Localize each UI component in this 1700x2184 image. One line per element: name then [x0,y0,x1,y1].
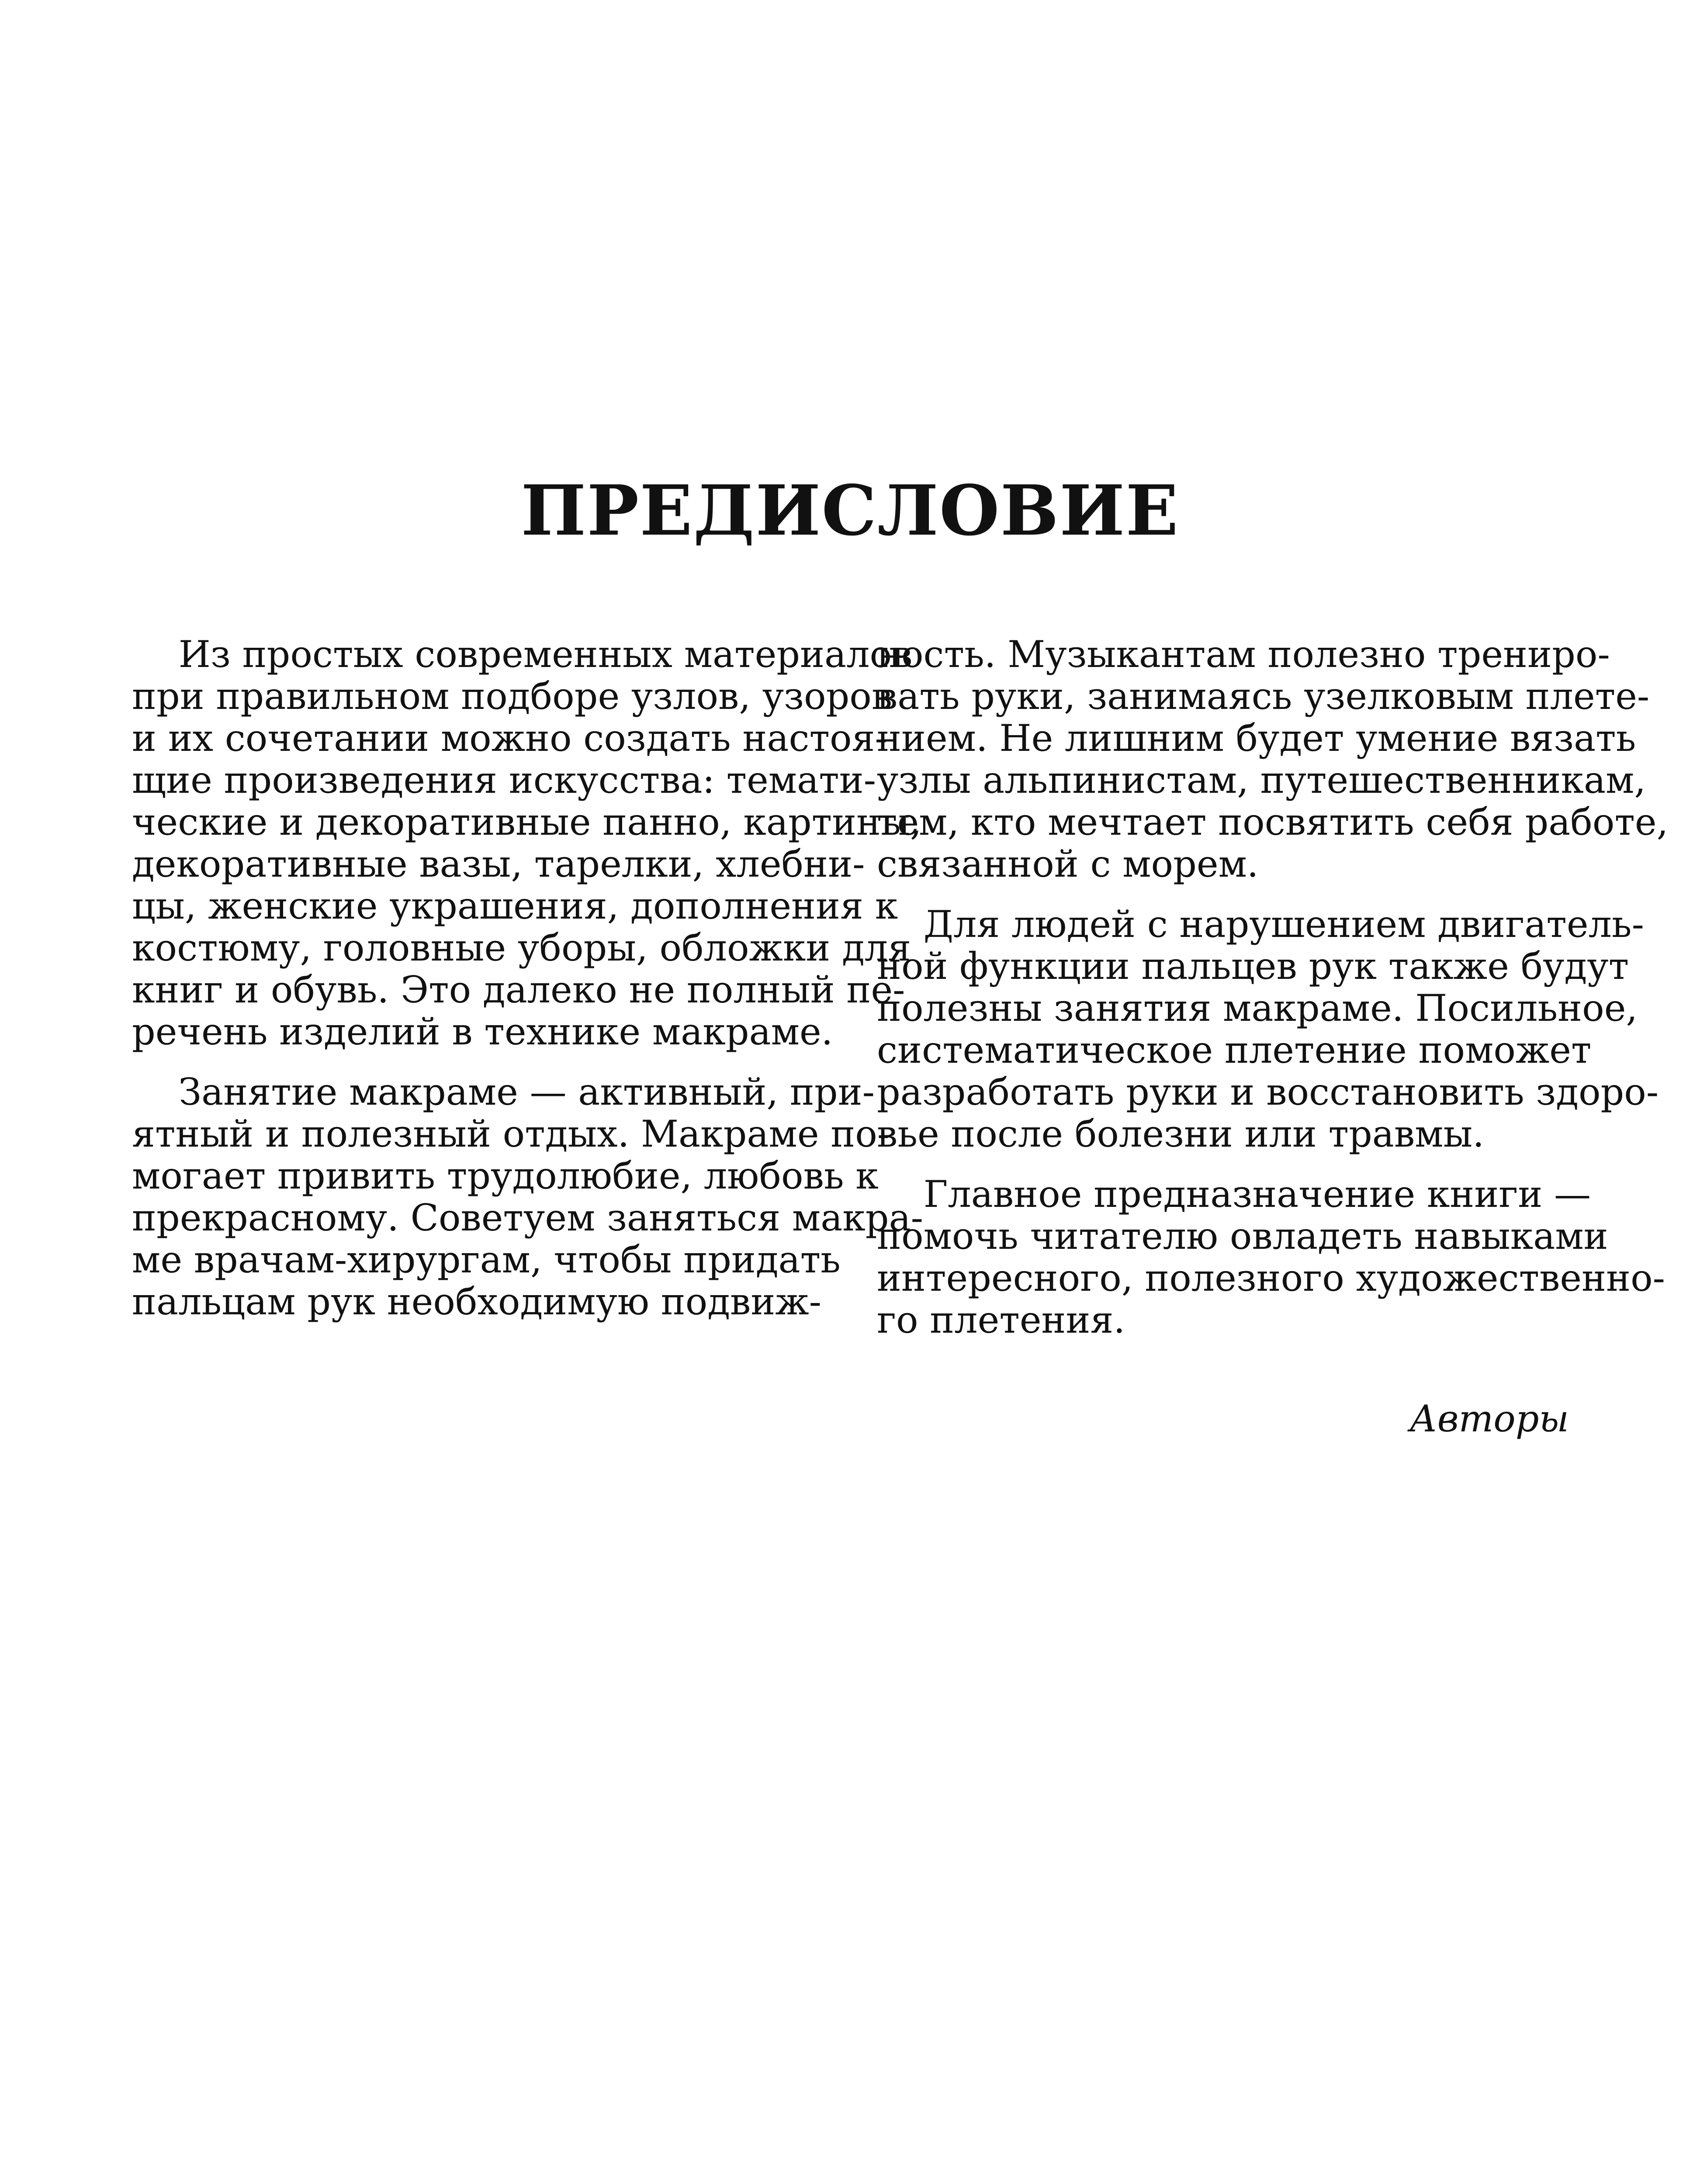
text-line: Из простых современных материалов [132,633,913,676]
right-column [877,633,1669,1341]
text-line: нием. Не лишним будет умение вязать [877,717,1636,760]
text-line: костюму, головные уборы, обложки для [132,926,911,969]
text-line: и их сочетании можно создать настоя- [132,717,887,760]
text-line: вать руки, занимаясь узелковым плете- [877,675,1650,718]
left-column [132,633,924,1323]
text-line: прекрасному. Советуем заняться макра- [132,1196,924,1239]
text-line: могает привить трудолюбие, любовь к [132,1154,879,1197]
text-line: вье после болезни или травмы. [877,1113,1485,1155]
paragraph [132,633,922,1053]
page-title: ПРЕДИСЛОВИЕ [521,470,1179,551]
text-line: Для людей с нарушением двигатель- [877,903,1645,946]
text-line: ность. Музыкантам полезно трениро- [877,633,1610,676]
text-line: ной функции пальцев рук также будут [877,945,1629,988]
text-line: декоративные вазы, тарелки, хлебни- [132,843,865,885]
text-line: систематическое плетение поможет [877,1029,1592,1071]
text-line: разработать руки и восстановить здоро- [877,1071,1659,1113]
text-line: Главное предназначение книги — [877,1173,1591,1216]
text-line: цы, женские украшения, дополнения к [132,885,898,927]
text-line: при правильном подборе узлов, узоров [132,675,893,718]
text-line: книг и обувь. Это далеко не полный пе- [132,968,905,1011]
signature: Авторы [1409,1397,1569,1440]
text-line: интересного, полезного художественно- [877,1257,1665,1299]
text-line: Занятие макраме — активный, при- [132,1071,875,1113]
text-line: тем, кто мечтает посвятить себя работе, [877,801,1669,843]
text-line: узлы альпинистам, путешественникам, [877,759,1646,802]
text-line: связанной с морем. [877,843,1259,885]
text-line: пальцам рук необходимую подвиж- [132,1280,821,1323]
text-line: помочь читателю овладеть навыками [877,1215,1608,1258]
text-line: речень изделий в технике макраме. [132,1010,833,1053]
paragraph [877,903,1659,1155]
text-line: ме врачам-хирургам, чтобы придать [132,1238,841,1281]
text-line: ятный и полезный отдых. Макраме по- [132,1113,890,1155]
paragraph [877,633,1669,885]
text-line: щие произведения искусства: темати- [132,759,876,802]
text-line: го плетения. [877,1299,1125,1341]
text-line: ческие и декоративные панно, картины, [132,801,922,843]
text-line: полезны занятия макраме. Посильное, [877,987,1638,1030]
paragraph [877,1173,1665,1341]
paragraph [132,1071,924,1323]
